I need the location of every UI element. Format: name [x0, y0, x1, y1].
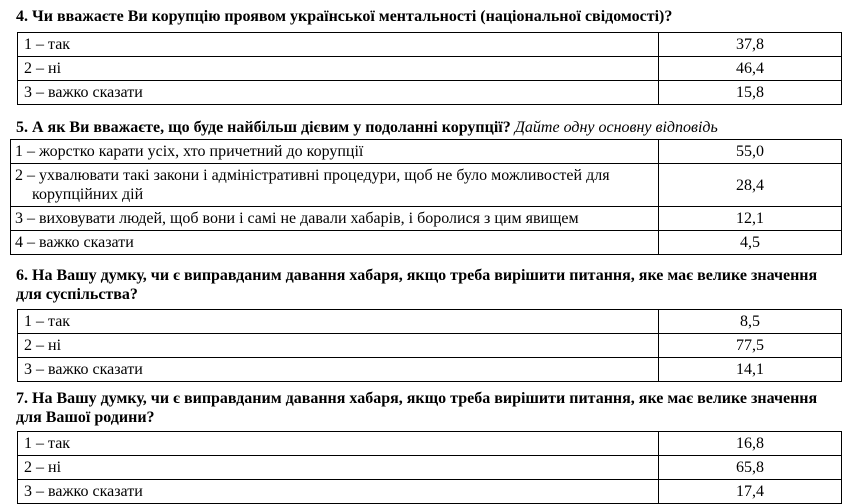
table-row [11, 231, 842, 255]
answer-label-cell: 2 – ні [18, 57, 659, 81]
table-row [18, 57, 842, 81]
question-6-heading [16, 266, 844, 304]
answer-value-cell: 4,5 [659, 231, 842, 255]
table-row [18, 81, 842, 105]
answer-value-cell: 17,4 [659, 480, 842, 504]
table-row [18, 456, 842, 480]
answer-label-cell: 1 – так [18, 33, 659, 57]
table-row [18, 33, 842, 57]
question-5-heading-note: Дайте одну основну відповідь [514, 119, 718, 136]
answer-value-cell: 65,8 [659, 456, 842, 480]
table-row [11, 164, 842, 207]
question-block-5 [0, 118, 854, 255]
table-row [18, 480, 842, 504]
question-6-answers-table [17, 309, 842, 382]
table-row [18, 432, 842, 456]
question-4-heading [16, 7, 844, 26]
answer-label-cell: 1 – жорстко карати усіх, хто причетний до корупції [11, 140, 659, 164]
question-7-heading-text: 7. На Вашу думку, чи є виправданим давання хабаря, якщо треба вирішити питання, яке має велике значення для Вашої родини? [16, 390, 818, 426]
answer-label-cell: 4 – важко сказати [11, 231, 659, 255]
answer-value-cell: 46,4 [659, 57, 842, 81]
question-5-heading-text: 5. А як Ви вважаєте, що буде найбільш дієвим у подоланні корупції? [16, 119, 511, 136]
answer-value-cell: 28,4 [659, 164, 842, 207]
question-block-4 [0, 0, 854, 105]
answer-value-cell: 15,8 [659, 81, 842, 105]
table-row [18, 334, 842, 358]
question-7-heading [16, 389, 844, 427]
question-7-answers-table [17, 431, 842, 504]
answer-value-cell: 16,8 [659, 432, 842, 456]
table-row [11, 140, 842, 164]
table-row [11, 207, 842, 231]
question-5-answers-table [10, 139, 842, 255]
answer-label-cell: 3 – важко сказати [18, 358, 659, 382]
answer-value-cell: 77,5 [659, 334, 842, 358]
answer-value-cell: 8,5 [659, 310, 842, 334]
answer-value-cell: 37,8 [659, 33, 842, 57]
answer-value-cell: 14,1 [659, 358, 842, 382]
answer-value-cell: 55,0 [659, 140, 842, 164]
answer-label-cell: 2 – ні [18, 334, 659, 358]
answer-label-cell: 1 – так [18, 432, 659, 456]
answer-label-cell: 3 – виховувати людей, щоб вони і самі не давали хабарів, і боролися з цим явищем [11, 207, 659, 231]
question-4-answers-table [17, 32, 842, 105]
question-4-heading-text: 4. Чи вважаєте Ви корупцію проявом української ментальності (національної свідомості)? [16, 8, 673, 25]
question-block-6 [0, 266, 854, 382]
table-row [18, 358, 842, 382]
answer-label-cell: 2 – ні [18, 456, 659, 480]
answer-label-cell: 2 – ухвалювати такі закони і адміністративні процедури, щоб не було можливостей для корупційних дій [11, 164, 659, 207]
question-5-heading [16, 118, 844, 137]
table-row [18, 310, 842, 334]
answer-value-cell: 12,1 [659, 207, 842, 231]
answer-label-cell: 3 – важко сказати [18, 81, 659, 105]
answer-label-cell: 1 – так [18, 310, 659, 334]
answer-label-cell: 3 – важко сказати [18, 480, 659, 504]
question-6-heading-text: 6. На Вашу думку, чи є виправданим давання хабаря, якщо треба вирішити питання, яке має велике значення для суспільства? [16, 267, 818, 303]
question-block-7 [0, 389, 854, 504]
